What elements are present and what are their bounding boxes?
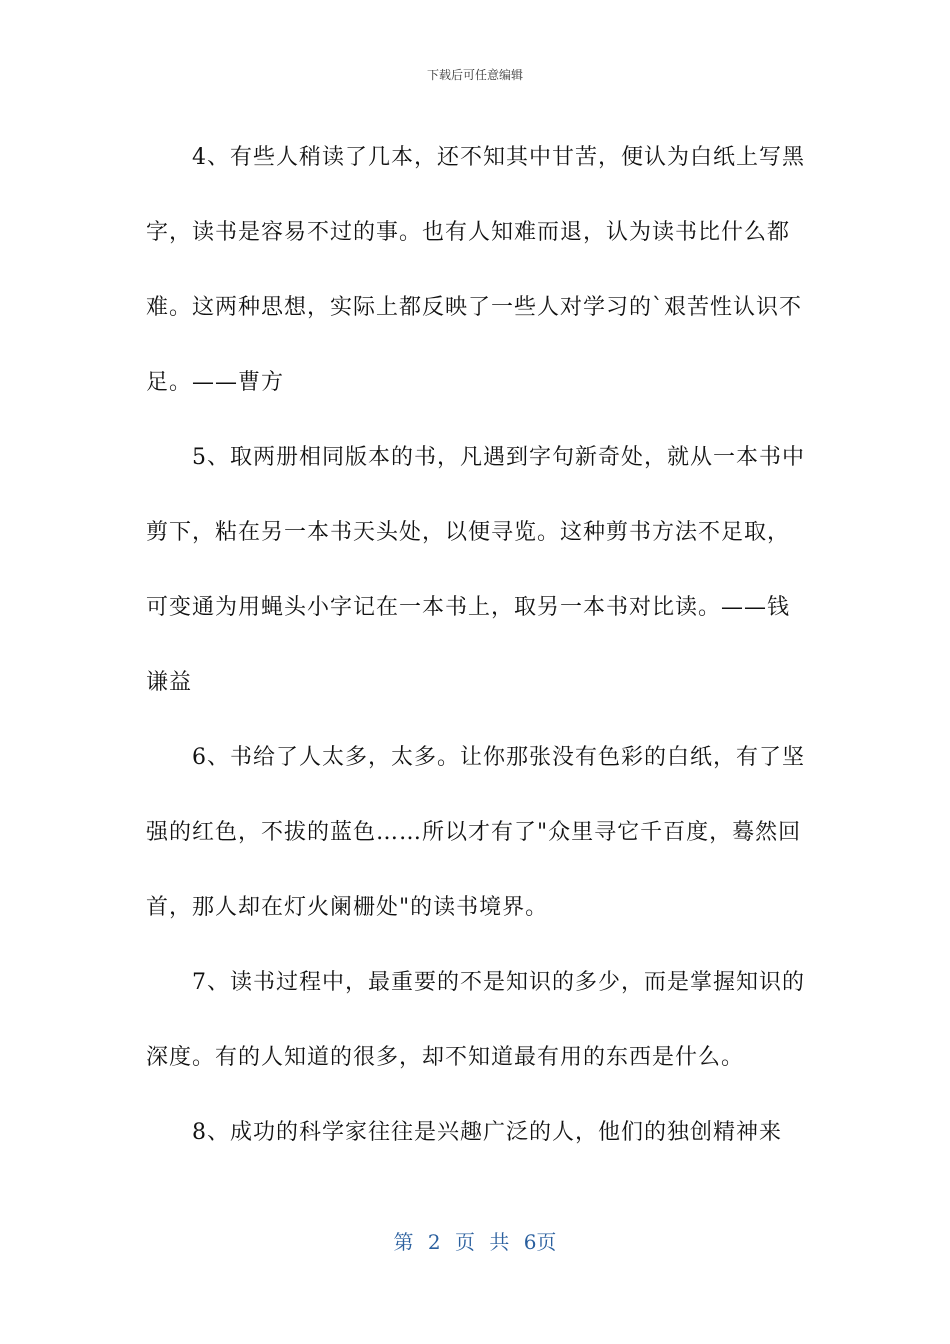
paragraph-7: 7、读书过程中，最重要的不是知识的多少，而是掌握知识的深度。有的人知道的很多，却不知道最有用的东西是什么。 [146,970,805,1070]
paragraph-4: 4、有些人稍读了几本，还不知其中甘苦，便认为白纸上写黑字，读书是容易不过的事。也有人知难而退，认为读书比什么都难。这两种思想，实际上都反映了一些人对学习的`艰苦性认识不足。——曹方 [146,145,805,395]
paragraph-5: 5、取两册相同版本的书，凡遇到字句新奇处，就从一本书中剪下，粘在另一本书天头处，以便寻览。这种剪书方法不足取，可变通为用蝇头小字记在一本书上，取另一本书对比读。——钱谦益 [146,445,805,695]
paragraph-8: 8、成功的科学家往往是兴趣广泛的人，他们的独创精神来 [192,1120,782,1145]
document-body [146,120,806,1170]
page-header: 下载后可任意编辑 [426,68,523,82]
paragraph-6: 6、书给了人太多，太多。让你那张没有色彩的白纸，有了坚强的红色，不拔的蓝色……所以才有了"众里寻它千百度，蓦然回首，那人却在灯火阑栅处"的读书境界。 [146,745,805,920]
page-footer: 第 2 页 共 6页 [393,1230,557,1254]
